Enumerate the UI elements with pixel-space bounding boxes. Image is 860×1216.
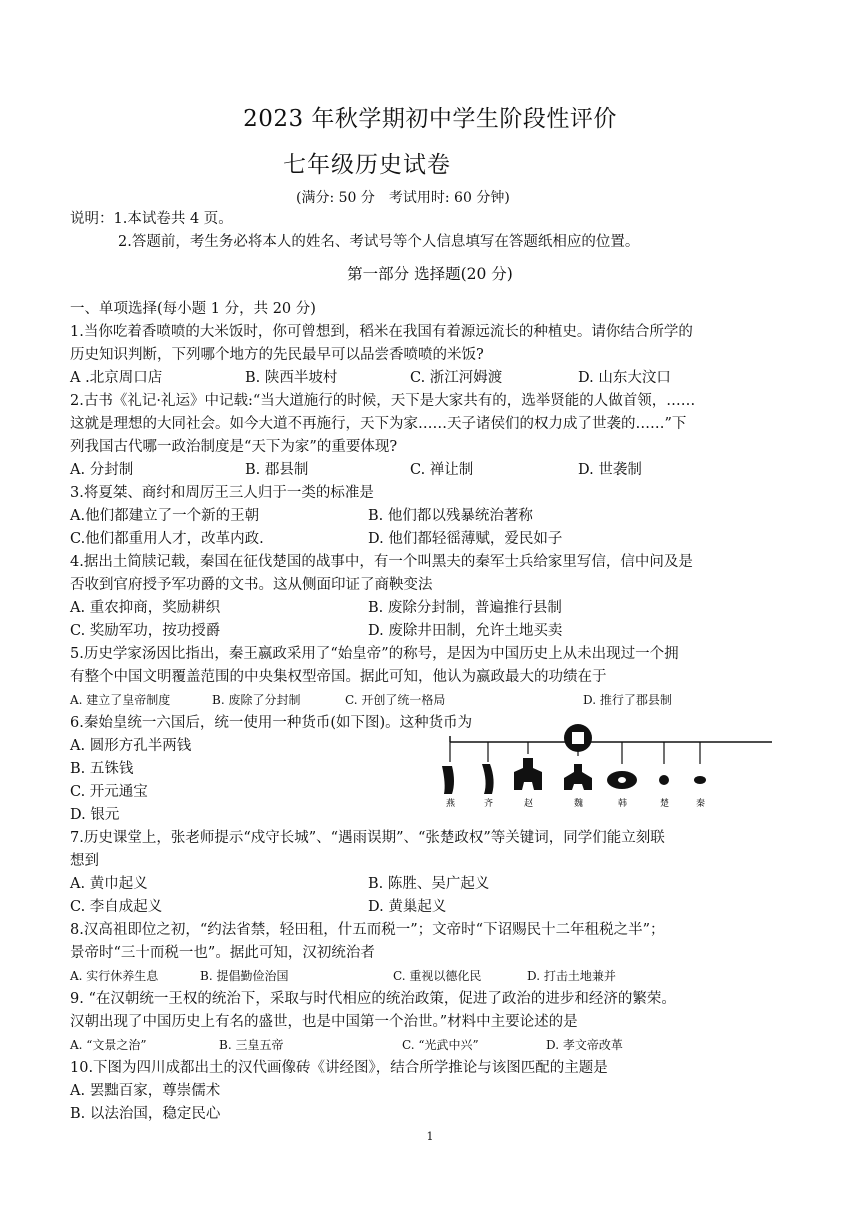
q5-option-d: D. 推行了郡县制 (583, 693, 672, 707)
note-line-1: 说明：1.本试卷共 4 页。 (70, 211, 233, 227)
coin-label-1: 齐 (484, 799, 494, 809)
q6-option-b: B. 五铢钱 (70, 761, 134, 777)
q2-option-c: C. 禅让制 (410, 462, 474, 478)
q6-option-d: D. 银元 (70, 807, 120, 823)
q6-stem-line-1: 6.秦始皇统一六国后，统一使用一种货币(如下图)。这种货币为 (70, 715, 473, 731)
q2-option-a: A. 分封制 (70, 462, 134, 478)
coin-label-0: 燕 (446, 799, 456, 809)
q4-option-a: A. 重农抑商，奖励耕织 (70, 600, 221, 616)
qin-banliang-coin-icon (564, 724, 592, 752)
yan-knife-coin-icon (442, 766, 454, 794)
coin-label-6: 秦 (696, 799, 706, 809)
q4-option-b: B. 废除分封制，普遍推行县制 (368, 600, 562, 616)
exam-meta: (满分: 50 分 考试用时: 60 分钟) (296, 190, 510, 206)
q3-option-d: D. 他们都轻徭薄赋，爱民如子 (368, 531, 563, 547)
q9-option-c: C. “光武中兴” (402, 1038, 479, 1052)
q1-option-b: B. 陕西半坡村 (245, 370, 338, 386)
q2-stem-line-1: 2.古书《礼记·礼运》中记载:“当大道施行的时候，天下是大家共有的，选举贤能的人做首领，…… (70, 393, 696, 409)
q1-option-a: A .北京周口店 (70, 370, 163, 386)
q3-option-c: C.他们都重用人才，改革内政. (70, 531, 264, 547)
q3-option-a: A.他们都建立了一个新的王朝 (70, 508, 260, 524)
q10-option-a: A. 罢黜百家，尊崇儒术 (70, 1083, 221, 1099)
q9-option-b: B. 三皇五帝 (219, 1038, 284, 1052)
q4-stem-line-2: 否收到官府授予军功爵的文书。这从侧面印证了商鞅变法 (70, 577, 433, 593)
q7-option-d: D. 黄巢起义 (368, 899, 447, 915)
wei-spade-coin-icon (564, 764, 592, 790)
q7-option-a: A. 黄巾起义 (70, 876, 148, 892)
q1-option-d: D. 山东大汶口 (578, 370, 671, 386)
part-title: 一、单项选择(每小题 1 分，共 20 分) (70, 301, 316, 317)
page-number: 1 (426, 1130, 434, 1143)
q2-option-d: D. 世袭制 (578, 462, 642, 478)
section-title: 第一部分 选择题(20 分) (347, 265, 513, 283)
q6-option-c: C. 开元通宝 (70, 784, 148, 800)
q9-option-d: D. 孝文帝改革 (546, 1038, 623, 1052)
q9-option-a: A. “文景之治” (70, 1038, 147, 1052)
q7-stem-line-1: 7.历史课堂上，张老师提示“戍守长城”、“遇雨误期”、“张楚政权”等关键词，同学们能立刻联 (70, 830, 665, 846)
qi-knife-coin-icon (482, 764, 494, 794)
q5-stem-line-1: 5.历史学家汤因比指出，秦王嬴政采用了“始皇帝”的称号，是因为中国历史上从未出现过一个拥 (70, 646, 679, 662)
q1-stem-line-2: 历史知识判断，下列哪个地方的先民最早可以品尝香喷喷的米饭? (70, 347, 484, 363)
q8-stem-line-2: 景帝时“三十而税一也”。据此可知，汉初统治者 (70, 945, 375, 961)
q8-option-b: B. 提倡勤俭治国 (200, 969, 289, 983)
exam-title: 2023 年秋学期初中学生阶段性评价 (243, 106, 617, 132)
q1-option-c: C. 浙江河姆渡 (410, 370, 503, 386)
q8-stem-line-1: 8.汉高祖即位之初，“约法省禁，轻田租，什五而税一”；文帝时“下诏赐民十二年租税之半”； (70, 922, 665, 938)
q2-option-b: B. 郡县制 (245, 462, 309, 478)
q4-option-d: D. 废除井田制，允许土地买卖 (368, 623, 563, 639)
coin-label-3: 魏 (574, 799, 584, 809)
chu-antnose-coin-icon (659, 775, 669, 785)
q4-option-c: C. 奖励军功，按功授爵 (70, 623, 221, 639)
q6-option-a: A. 圆形方孔半两钱 (70, 738, 192, 754)
q7-stem-line-2: 想到 (70, 853, 99, 869)
q8-option-d: D. 打击土地兼并 (527, 969, 616, 983)
zhao-spade-coin-icon (514, 758, 542, 790)
small-round-coin-icon (694, 776, 706, 784)
q9-stem-line-1: 9. “在汉朝统一王权的统治下，采取与时代相应的统治政策，促进了政治的进步和经济的繁荣。 (70, 991, 676, 1007)
q3-stem-line-1: 3.将夏桀、商纣和周厉王三人归于一类的标准是 (70, 485, 374, 501)
q7-option-b: B. 陈胜、吴广起义 (368, 876, 490, 892)
q5-option-a: A. 建立了皇帝制度 (70, 693, 171, 707)
q10-option-b: B. 以法治国，稳定民心 (70, 1106, 221, 1122)
q1-stem-line-1: 1.当你吃着香喷喷的大米饭时，你可曾想到，稻米在我国有着源远流长的种植史。请你结合所学的 (70, 324, 693, 340)
q5-stem-line-2: 有整个中国文明覆盖范围的中央集权型帝国。据此可知，他认为嬴政最大的功绩在于 (70, 669, 607, 685)
coin-label-5: 楚 (660, 799, 670, 809)
q2-stem-line-3: 列我国古代哪一政治制度是“天下为家”的重要体现? (70, 439, 398, 455)
q9-stem-line-2: 汉朝出现了中国历史上有名的盛世，也是中国第一个治世。”材料中主要论述的是 (70, 1014, 578, 1030)
coin-label-2: 赵 (524, 799, 534, 809)
q4-stem-line-1: 4.据出土简牍记载，秦国在征伐楚国的战事中，有一个叫黑夫的秦军士兵给家里写信，信中问及是 (70, 554, 693, 570)
q8-option-a: A. 实行休养生息 (70, 969, 159, 983)
han-round-coin-icon (607, 771, 637, 789)
q8-option-c: C. 重视以德化民 (393, 969, 482, 983)
q5-option-b: B. 废除了分封制 (212, 693, 301, 707)
note-line-2: 2.答题前，考生务必将本人的姓名、考试号等个人信息填写在答题纸相应的位置。 (118, 234, 640, 250)
exam-subtitle: 七年级历史试卷 (283, 152, 451, 178)
q10-stem-line-1: 10.下图为四川成都出土的汉代画像砖《讲经图》，结合所学推论与该图匹配的主题是 (70, 1060, 608, 1076)
q3-option-b: B. 他们都以残暴统治著称 (368, 508, 533, 524)
coin-label-4: 韩 (618, 799, 628, 809)
q7-option-c: C. 李自成起义 (70, 899, 163, 915)
currency-evolution-figure (432, 724, 800, 810)
q2-stem-line-2: 这就是理想的大同社会。如今大道不再施行，天下为家……天子诸侯们的权力成了世袭的……”下 (70, 416, 687, 432)
q5-option-c: C. 开创了统一格局 (345, 693, 446, 707)
